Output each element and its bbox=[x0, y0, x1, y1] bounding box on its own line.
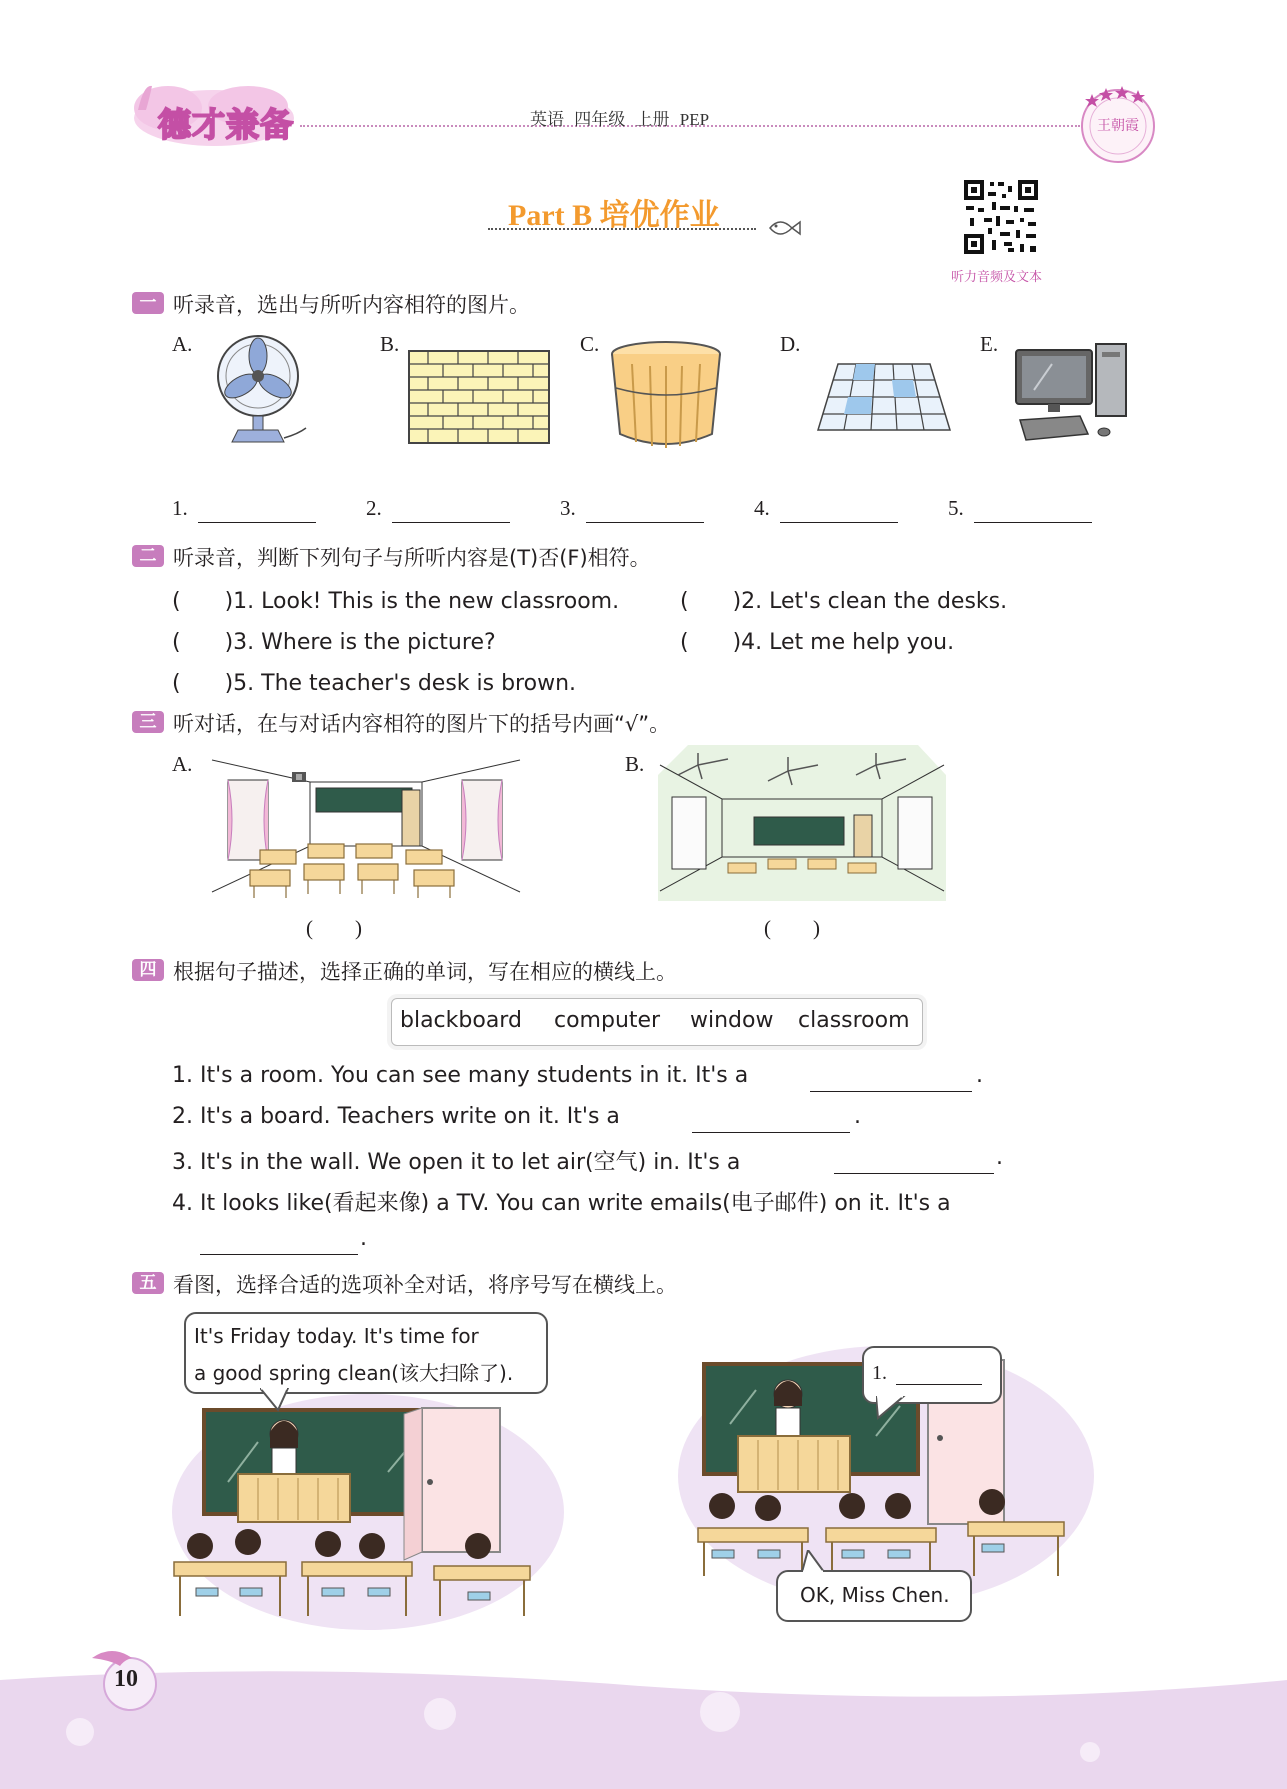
fish-icon bbox=[766, 214, 802, 240]
section-2-instruction: 听录音，判断下列句子与所听内容是(T)否(F)相符。 bbox=[173, 546, 651, 570]
speech-bubble-3-text: OK, Miss Chen. bbox=[800, 1583, 950, 1607]
speech-bubble-1-tail bbox=[260, 1388, 290, 1412]
tf-item-3[interactable]: ( )3. Where is the picture? bbox=[172, 630, 496, 655]
answer-blank-1[interactable] bbox=[198, 522, 316, 523]
brand-title: 德才兼备 bbox=[158, 105, 294, 144]
sentence-2-blank[interactable] bbox=[692, 1132, 850, 1133]
classroom-a-illustration bbox=[210, 752, 522, 900]
answer-blank-2[interactable] bbox=[392, 522, 510, 523]
brick-wall-icon bbox=[408, 350, 550, 444]
footer-decoration bbox=[0, 1660, 1287, 1789]
sentence-1: 1. It's a room. You can see many students in it. It's a bbox=[172, 1063, 749, 1088]
computer-icon bbox=[1012, 342, 1130, 442]
section-3-instruction: 听对话，在与对话内容相符的图片下的括号内画“√”。 bbox=[173, 712, 671, 736]
section-1-instruction: 听录音，选出与所听内容相符的图片。 bbox=[173, 293, 530, 317]
tf-item-5[interactable]: ( )5. The teacher's desk is brown. bbox=[172, 671, 577, 696]
sentence-3-blank[interactable] bbox=[834, 1173, 994, 1174]
sentence-2-period: . bbox=[854, 1104, 861, 1129]
book-title: 英语 四年级 上册 PEP bbox=[530, 110, 710, 129]
sentence-3-period: . bbox=[996, 1145, 1003, 1170]
page-number: 10 bbox=[114, 1666, 138, 1692]
answer-blank-3[interactable] bbox=[586, 522, 704, 523]
floor-grid-icon bbox=[816, 362, 952, 432]
classroom-b-label: B. bbox=[625, 752, 645, 776]
qr-code-icon[interactable] bbox=[962, 178, 1040, 256]
dialogue-answer-blank-1[interactable] bbox=[896, 1384, 982, 1385]
answer-blank-4[interactable] bbox=[780, 522, 898, 523]
word-bank-item: classroom bbox=[798, 1008, 910, 1033]
section-2-badge: 二 bbox=[132, 545, 164, 567]
answer-label-1: 1. bbox=[172, 496, 188, 520]
section-4-instruction: 根据句子描述，选择正确的单词，写在相应的横线上。 bbox=[173, 960, 677, 984]
option-b-label: B. bbox=[380, 332, 400, 356]
answer-label-5: 5. bbox=[948, 496, 964, 520]
tf-item-4[interactable]: ( )4. Let me help you. bbox=[680, 630, 955, 655]
sentence-1-blank[interactable] bbox=[810, 1091, 972, 1092]
sentence-3: 3. It's in the wall. We open it to let air(空气) in. It's a bbox=[172, 1150, 741, 1175]
speech-bubble-3-tail bbox=[800, 1550, 826, 1572]
fan-icon bbox=[214, 332, 314, 448]
classroom-a-label: A. bbox=[172, 752, 193, 776]
classroom-b-answer[interactable]: ( ) bbox=[764, 916, 820, 940]
seal-text: 王朝霞 bbox=[1097, 118, 1139, 134]
classroom-b-illustration bbox=[658, 745, 946, 901]
section-5-instruction: 看图，选择合适的选项补全对话，将序号写在横线上。 bbox=[173, 1273, 677, 1297]
word-bank-item: blackboard bbox=[400, 1008, 522, 1033]
classroom-a-answer[interactable]: ( ) bbox=[306, 916, 362, 940]
option-a-label: A. bbox=[172, 332, 193, 356]
part-title: Part B 培优作业 bbox=[508, 199, 720, 232]
word-bank-item: window bbox=[690, 1008, 774, 1033]
answer-label-3: 3. bbox=[560, 496, 576, 520]
speech-bubble-1-line-2: a good spring clean(该大扫除了). bbox=[194, 1361, 514, 1385]
sentence-4: 4. It looks like(看起来像) a TV. You can write emails(电子邮件) on it. It's a bbox=[172, 1191, 951, 1216]
publisher-seal-icon bbox=[1076, 82, 1160, 166]
sentence-4-blank[interactable] bbox=[200, 1254, 358, 1255]
speech-bubble-1-line-1: It's Friday today. It's time for bbox=[194, 1324, 479, 1348]
tf-item-2[interactable]: ( )2. Let's clean the desks. bbox=[680, 589, 1008, 614]
section-4-badge: 四 bbox=[132, 959, 164, 981]
speech-bubble-2-tail bbox=[876, 1396, 906, 1420]
option-e-label: E. bbox=[980, 332, 999, 356]
answer-label-2: 2. bbox=[366, 496, 382, 520]
option-c-label: C. bbox=[580, 332, 600, 356]
section-3-badge: 三 bbox=[132, 711, 164, 733]
tf-item-1[interactable]: ( )1. Look! This is the new classroom. bbox=[172, 589, 620, 614]
sentence-1-period: . bbox=[976, 1063, 983, 1088]
answer-blank-5[interactable] bbox=[974, 522, 1092, 523]
section-1-badge: 一 bbox=[132, 292, 164, 314]
basket-icon bbox=[608, 338, 724, 450]
word-bank-item: computer bbox=[554, 1008, 661, 1033]
qr-caption: 听力音频及文本 bbox=[951, 270, 1043, 285]
scene-1-illustration bbox=[168, 1362, 568, 1632]
option-d-label: D. bbox=[780, 332, 801, 356]
sentence-4-period: . bbox=[360, 1226, 367, 1251]
section-5-badge: 五 bbox=[132, 1272, 164, 1294]
sentence-2: 2. It's a board. Teachers write on it. It's a bbox=[172, 1104, 620, 1129]
answer-label-4: 4. bbox=[754, 496, 770, 520]
part-title-underline bbox=[488, 228, 756, 230]
speech-bubble-2-label: 1. bbox=[872, 1362, 887, 1384]
